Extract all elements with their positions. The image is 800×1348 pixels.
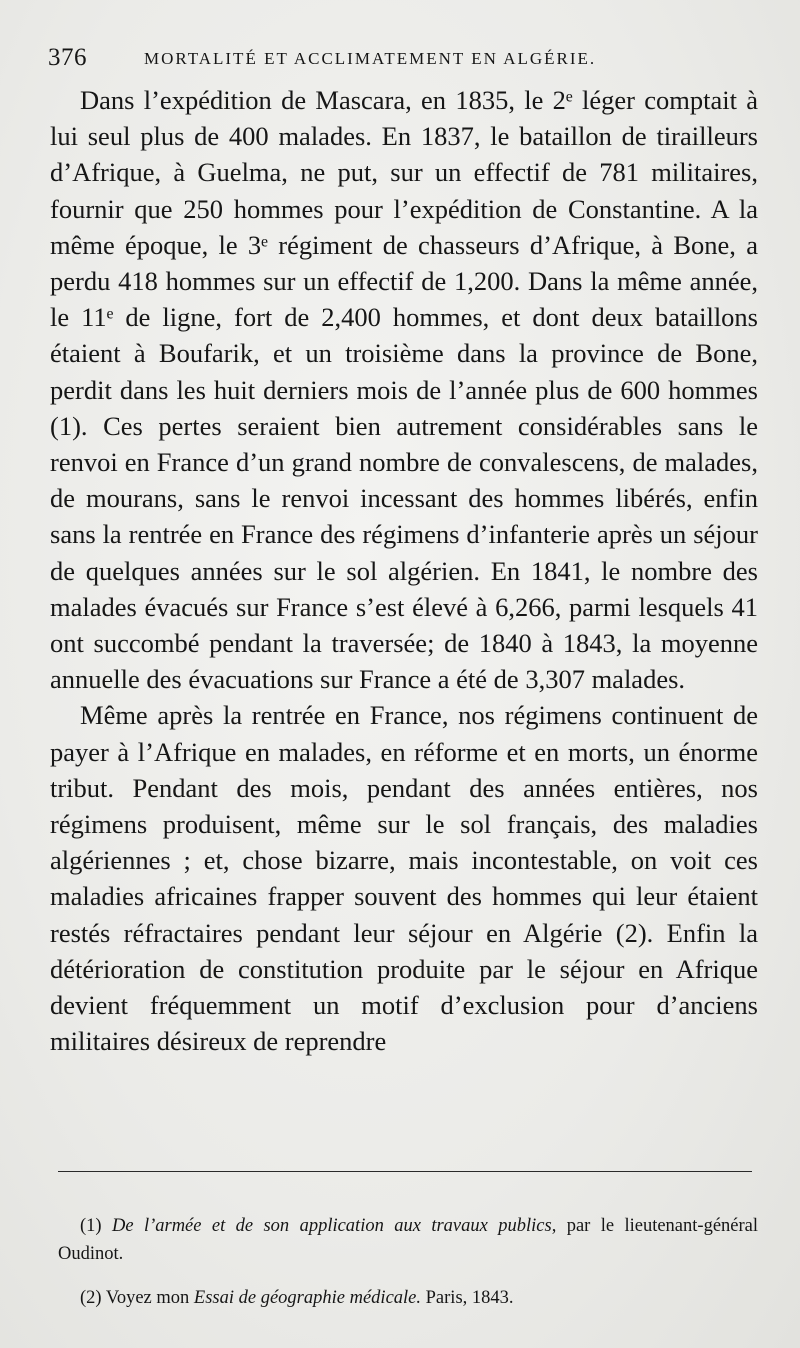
page-header [48, 44, 758, 74]
footnotes [58, 1212, 758, 1328]
footnote-title: Essai de géographie médicale. [193, 1288, 422, 1308]
footnote-marker: (1) [80, 1216, 102, 1236]
paragraph: Même après la rentrée en France, nos régimens continuent de payer à l’Afrique en malades, en réforme et en morts, un énorme tribut. Pendant des mois, pendant des années entières, nos régimens produisent, même sur le sol français, des maladies algériennes ; et, chose bizarre, mais incontestable, on voit ces maladies africaines frapper souvent des hommes qui leur étaient restés réfractaires pendant leur séjour en Algérie (2). Enfin la détérioration de constitution produite par le séjour en Afrique devient fréquemment un motif d’exclusion pour d’anciens militaires désireux de reprendre [50, 700, 758, 1057]
footnote-2 [58, 1284, 758, 1312]
footnote-text: , par le lieutenant-général Oudinot. [58, 1216, 759, 1264]
footnote-title: De l’armée et de son application aux travaux publics [111, 1216, 552, 1236]
running-title: MORTALITÉ ET ACCLIMATEMENT EN ALGÉRIE. [144, 49, 597, 68]
footnote-1 [58, 1212, 758, 1268]
footnote-text: Voyez mon [105, 1288, 190, 1308]
page-number: 376 [48, 44, 87, 71]
paragraph: Dans l’expédition de Mascara, en 1835, le 2ᵉ léger comptait à lui seul plus de 400 malades. En 1837, le bataillon de tirailleurs d’Afrique, à Guelma, ne put, sur un effectif de 781 militaires, fournir que 250 hommes pour l’expédition de Constantine. A la même époque, le 3ᵉ régiment de chasseurs d’Afrique, à Bone, a perdu 418 hommes sur un effectif de 1,200. Dans la même année, le 11ᵉ de ligne, fort de 2,400 hommes, et dont deux bataillons étaient à Boufarik, et un troisième dans la province de Bone, perdit dans les huit derniers mois de l’année plus de 600 hommes (1). Ces pertes seraient bien autrement considérables sans le renvoi en France d’un grand nombre de convalescens, de malades, de mourans, sans le renvoi incessant des hommes libérés, enfin sans la rentrée en France des régimens d’infanterie après un séjour de quelques années sur le sol algérien. En 1841, le nombre des malades évacués sur France s’est élevé à 6,266, parmi lesquels 41 ont succombé pendant la traversée; de 1840 à 1843, la moyenne annuelle des évacuations sur France a été de 3,307 malades. [50, 85, 758, 695]
main-text [50, 82, 758, 1059]
footnote-divider [58, 1171, 752, 1172]
footnote-text: Paris, 1843. [425, 1288, 514, 1308]
footnote-marker: (2) [80, 1288, 102, 1308]
